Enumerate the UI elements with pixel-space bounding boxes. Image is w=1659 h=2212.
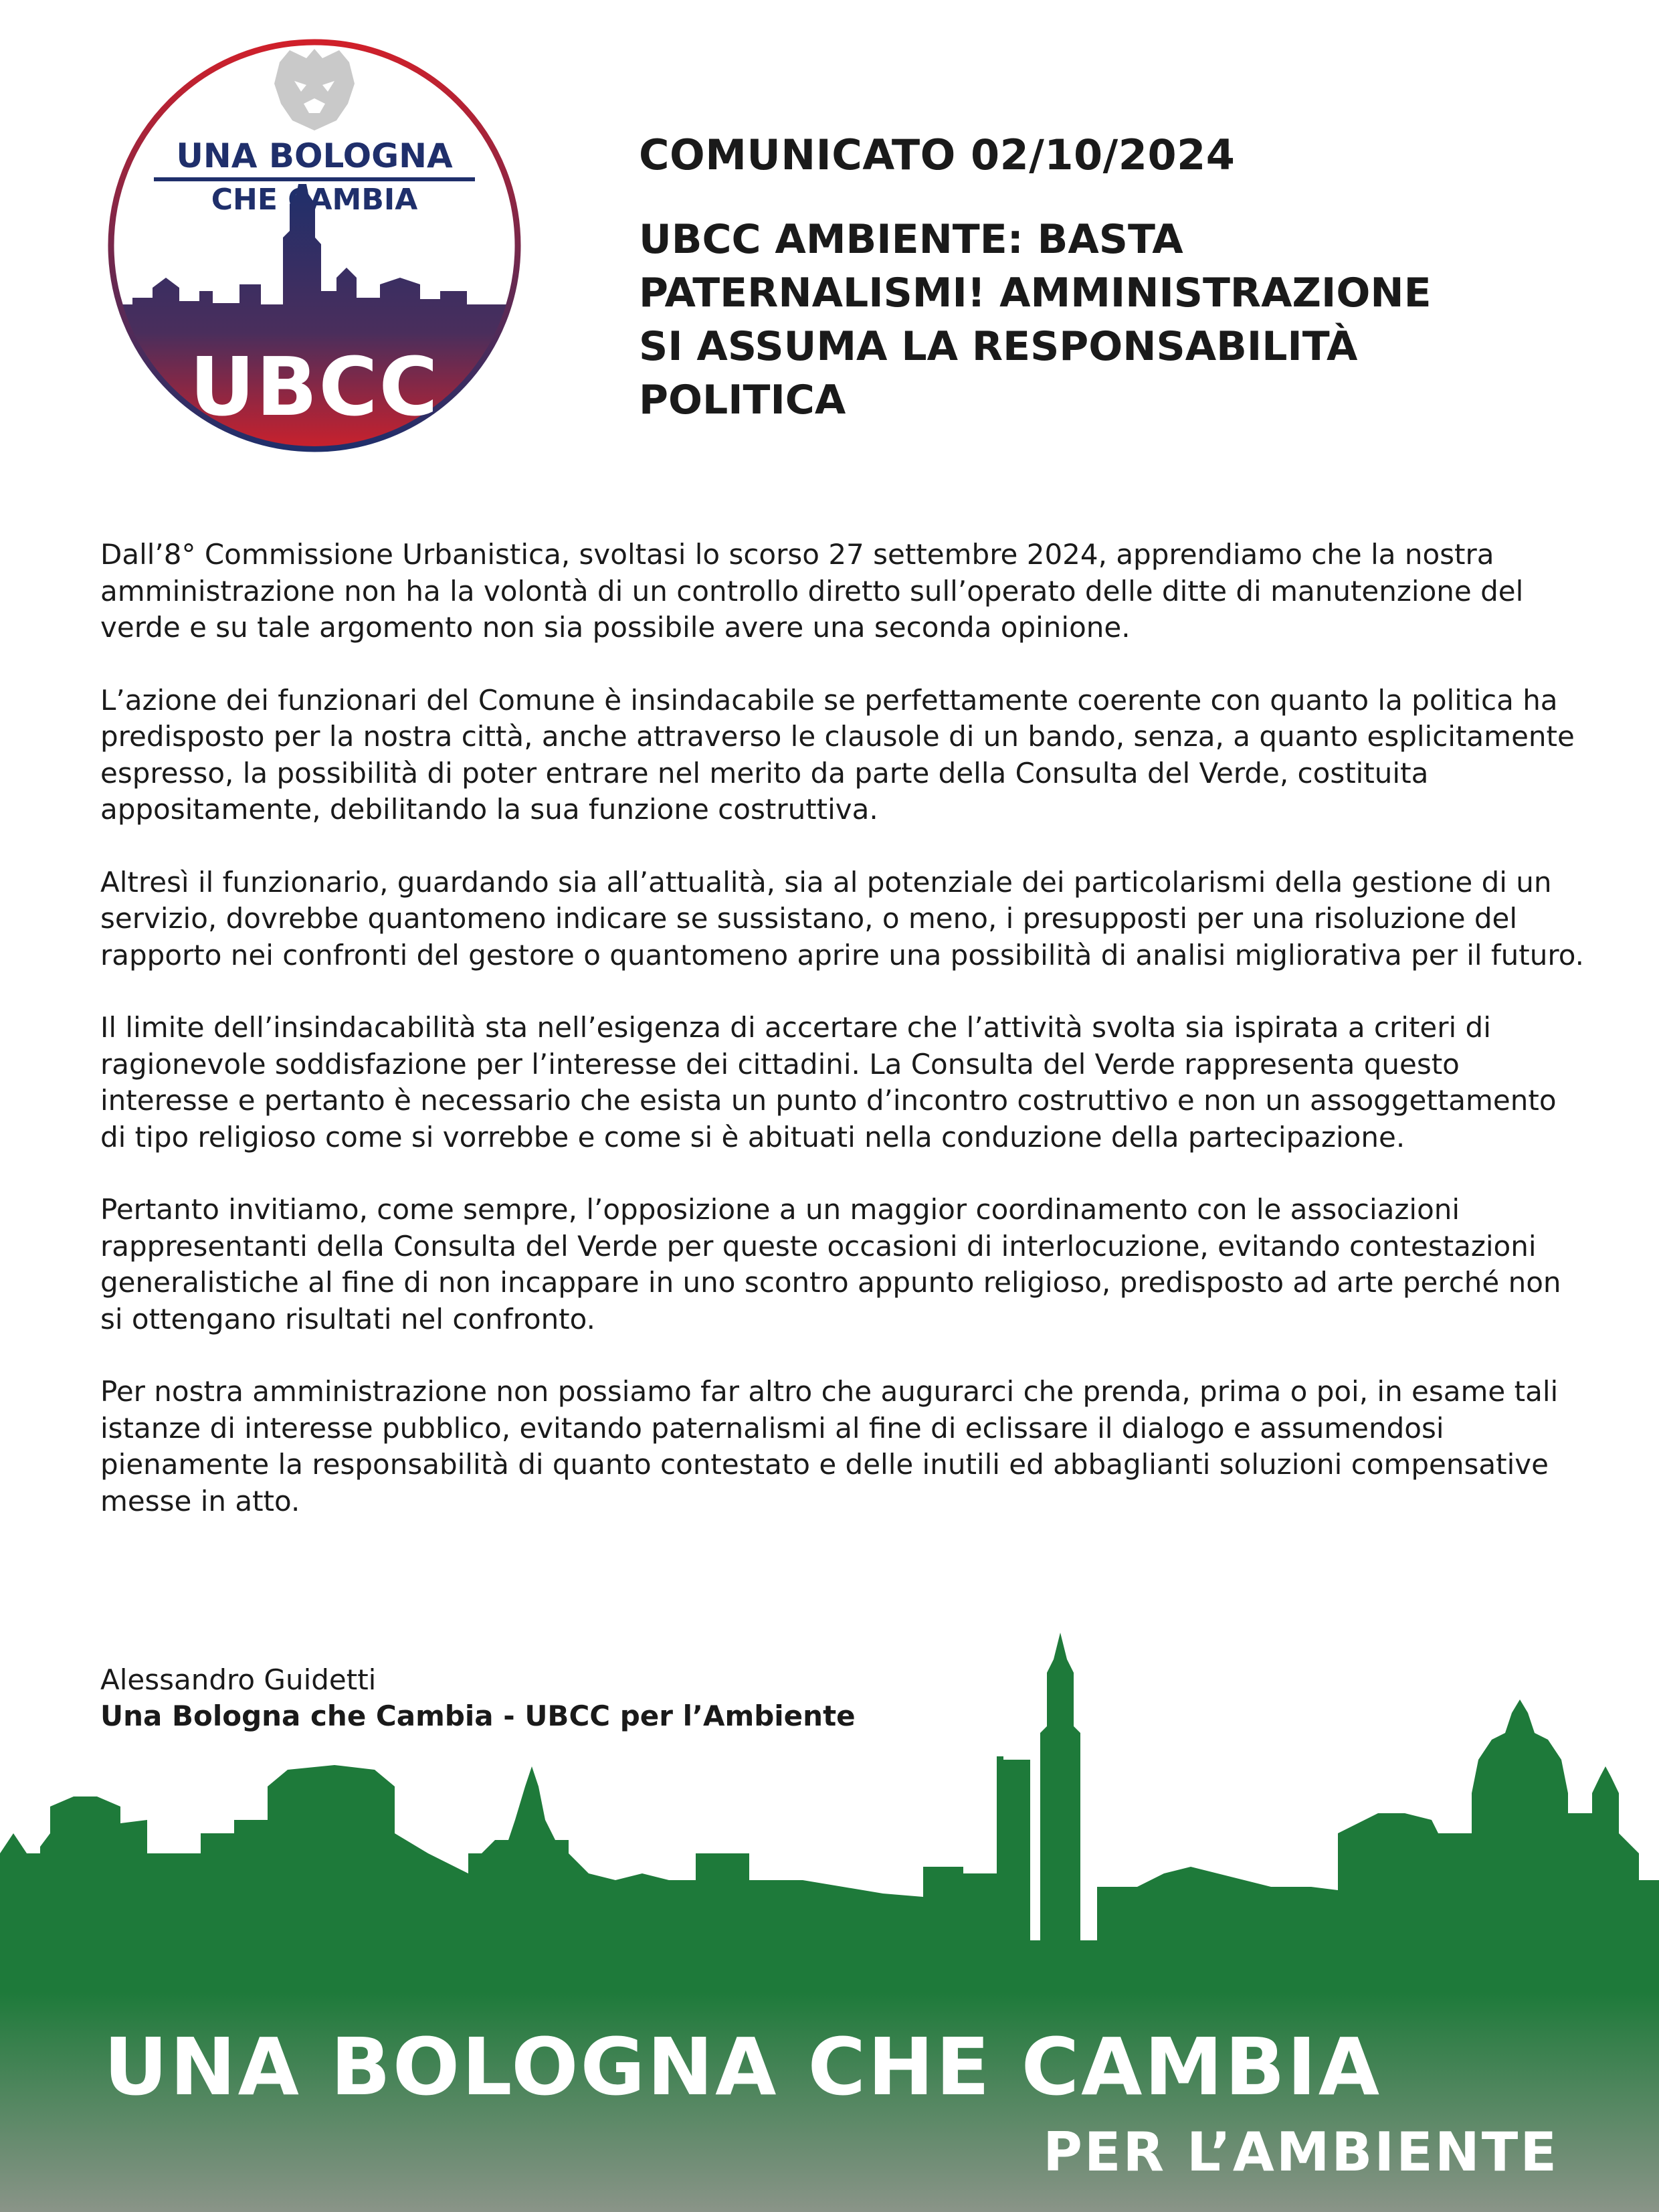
paragraph: L’azione dei funzionari del Comune è insindacabile se perfettamente coerente con quanto la politica ha predisposto per la nostra città, anche attraverso le clausole di un bando, senza, a quanto esplicitamente espresso, la possibilità di poter entrare nel merito da parte della Consulta del Verde, costituita appositamente, debilitando la sua funzione costruttiva. [100, 683, 1575, 826]
signature-organization: Una Bologna che Cambia - UBCC per l’Ambiente [100, 1699, 856, 1732]
paragraph: Dall’8° Commissione Urbanistica, svoltasi lo scorso 27 settembre 2024, apprendiamo che la nostra amministrazione non ha la volontà di un controllo diretto sull’operato delle ditte di manutenzione del verde e su tale argomento non sia possibile avere una seconda opinione. [100, 538, 1524, 644]
signature-name: Alessandro Guidetti [100, 1663, 377, 1696]
headline-line: UBCC AMBIENTE: BASTA [639, 216, 1183, 263]
banner-title: UNA BOLOGNA CHE CAMBIA [104, 2021, 1382, 2113]
header [639, 130, 1562, 427]
logo-acronym: UBCC [189, 341, 440, 434]
headline-line: SI ASSUMA LA RESPONSABILITÀ [639, 323, 1358, 370]
headline-line: POLITICA [639, 377, 846, 424]
paragraph: Pertanto invitiamo, come sempre, l’opposizione a un maggior coordinamento con le associazioni rappresentanti della Consulta del Verde per queste occasioni di interlocuzione, evitando contestazioni generalistiche al fine di non incappare in uno scontro appunto religioso, predisposto ad arte perché non si ottengano risultati nel confronto. [100, 1193, 1561, 1335]
logo-line1: UNA BOLOGNA [176, 136, 453, 175]
paragraph: Il limite dell’insindacabilità sta nell’esigenza di accertare che l’attività svolta sia ispirata a criteri di ragionevole soddisfazione per l’interesse dei cittadini. La Consulta del Verde rappresenta questo interesse e pertanto è necessario che esista un punto d’incontro costruttivo e non un assoggettamento di tipo religioso come si vorrebbe e come si è abituati nella conduzione della partecipazione. [100, 1011, 1557, 1154]
headline [639, 213, 1562, 427]
communique-date: COMUNICATO 02/10/2024 [639, 130, 1236, 179]
banner-subtitle: PER L’AMBIENTE [1043, 2121, 1559, 2183]
signature [100, 1662, 856, 1734]
paragraph: Per nostra amministrazione non possiamo far altro che augurarci che prenda, prima o poi, in esame tali istanze di interesse pubblico, evitando paternalismi al fine di eclissare il dialogo e assumendosi pienamente la responsabilità di quanto contestato e delle inutili ed abbaglianti soluzioni compensative messe in atto. [100, 1375, 1559, 1517]
ubcc-logo [106, 37, 523, 454]
headline-line: PATERNALISMI! AMMINISTRAZIONE [639, 270, 1432, 316]
press-release-body [100, 537, 1585, 1556]
logo-line2: CHE CAMBIA [211, 183, 418, 217]
paragraph: Altresì il funzionario, guardando sia all’attualità, sia al potenziale dei particolarismi della gestione di un servizio, dovrebbe quantomeno indicare se sussistano, o meno, i presupposti per una risoluzione del rapporto nei confronti del gestore o quantomeno aprire una possibilità di analisi migliorativa per il futuro. [100, 865, 1585, 972]
